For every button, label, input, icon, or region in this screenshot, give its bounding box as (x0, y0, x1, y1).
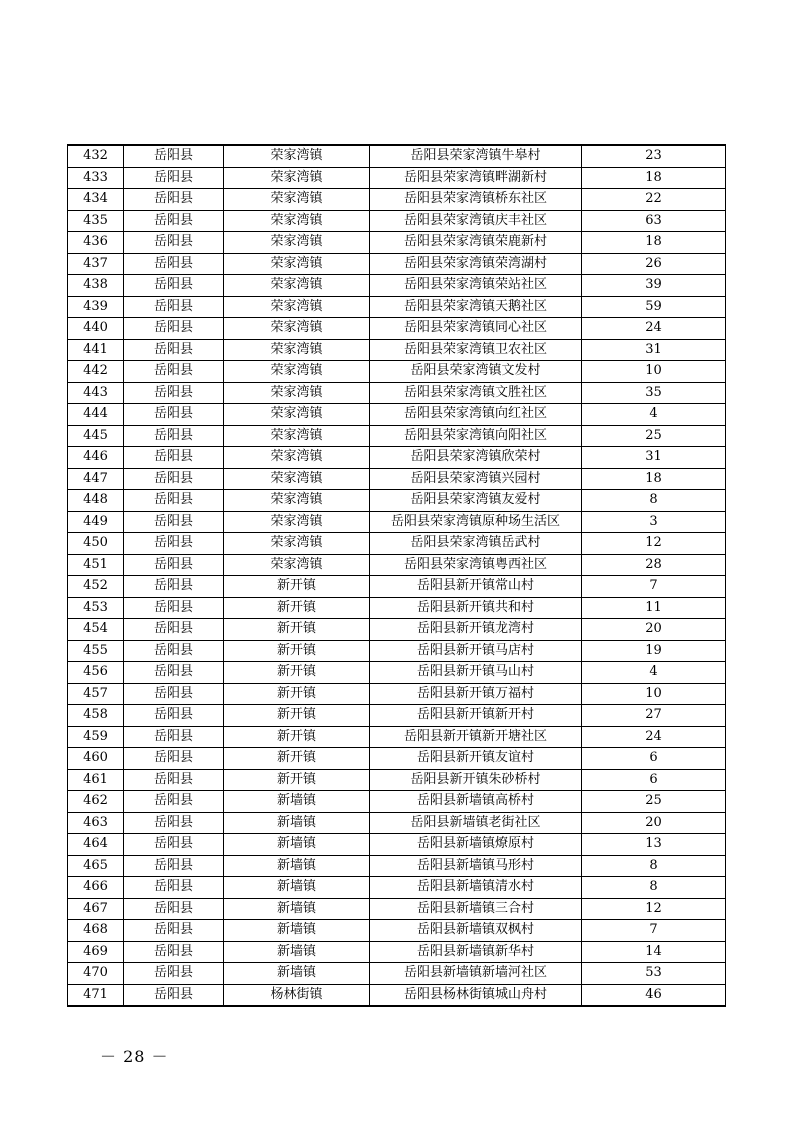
county-cell: 岳阳县 (124, 382, 224, 404)
town-cell: 荣家湾镇 (224, 189, 370, 211)
count-cell: 23 (582, 145, 726, 167)
village-cell: 岳阳县新开镇友谊村 (370, 748, 582, 770)
town-cell: 荣家湾镇 (224, 382, 370, 404)
town-cell: 新开镇 (224, 769, 370, 791)
row-number-cell: 467 (68, 898, 124, 920)
row-number-cell: 448 (68, 490, 124, 512)
table-row (68, 275, 726, 297)
table-row (68, 769, 726, 791)
town-cell: 新开镇 (224, 576, 370, 598)
village-cell: 岳阳县荣家湾镇牛皋村 (370, 145, 582, 167)
county-cell: 岳阳县 (124, 941, 224, 963)
town-cell: 新开镇 (224, 619, 370, 641)
row-number-cell: 457 (68, 683, 124, 705)
village-cell: 岳阳县荣家湾镇原种场生活区 (370, 511, 582, 533)
row-number-cell: 453 (68, 597, 124, 619)
county-cell: 岳阳县 (124, 533, 224, 555)
town-cell: 荣家湾镇 (224, 490, 370, 512)
town-cell: 荣家湾镇 (224, 275, 370, 297)
county-cell: 岳阳县 (124, 447, 224, 469)
table-row (68, 726, 726, 748)
town-cell: 荣家湾镇 (224, 361, 370, 383)
town-cell: 新墙镇 (224, 791, 370, 813)
count-cell: 22 (582, 189, 726, 211)
table-row (68, 554, 726, 576)
count-cell: 10 (582, 361, 726, 383)
row-number-cell: 471 (68, 984, 124, 1006)
town-cell: 新开镇 (224, 726, 370, 748)
row-number-cell: 450 (68, 533, 124, 555)
count-cell: 39 (582, 275, 726, 297)
county-cell: 岳阳县 (124, 920, 224, 942)
town-cell: 新开镇 (224, 683, 370, 705)
count-cell: 3 (582, 511, 726, 533)
count-cell: 35 (582, 382, 726, 404)
row-number-cell: 439 (68, 296, 124, 318)
county-cell: 岳阳县 (124, 511, 224, 533)
town-cell: 荣家湾镇 (224, 511, 370, 533)
town-cell: 荣家湾镇 (224, 253, 370, 275)
count-cell: 20 (582, 812, 726, 834)
village-cell: 岳阳县新墙镇马形村 (370, 855, 582, 877)
town-cell: 新墙镇 (224, 877, 370, 899)
town-cell: 荣家湾镇 (224, 425, 370, 447)
table-row (68, 253, 726, 275)
count-cell: 26 (582, 253, 726, 275)
row-number-cell: 470 (68, 963, 124, 985)
table-body (68, 145, 726, 1006)
count-cell: 63 (582, 210, 726, 232)
data-table (67, 144, 726, 1007)
table-row (68, 920, 726, 942)
row-number-cell: 469 (68, 941, 124, 963)
row-number-cell: 460 (68, 748, 124, 770)
row-number-cell: 441 (68, 339, 124, 361)
row-number-cell: 433 (68, 167, 124, 189)
village-cell: 岳阳县荣家湾镇兴园村 (370, 468, 582, 490)
count-cell: 46 (582, 984, 726, 1006)
row-number-cell: 455 (68, 640, 124, 662)
count-cell: 14 (582, 941, 726, 963)
village-cell: 岳阳县荣家湾镇同心社区 (370, 318, 582, 340)
count-cell: 18 (582, 167, 726, 189)
table-row (68, 425, 726, 447)
county-cell: 岳阳县 (124, 640, 224, 662)
row-number-cell: 438 (68, 275, 124, 297)
row-number-cell: 443 (68, 382, 124, 404)
count-cell: 10 (582, 683, 726, 705)
table-row (68, 318, 726, 340)
town-cell: 新墙镇 (224, 898, 370, 920)
row-number-cell: 461 (68, 769, 124, 791)
town-cell: 荣家湾镇 (224, 296, 370, 318)
town-cell: 荣家湾镇 (224, 447, 370, 469)
county-cell: 岳阳县 (124, 339, 224, 361)
county-cell: 岳阳县 (124, 232, 224, 254)
village-cell: 岳阳县新墙镇新墙河社区 (370, 963, 582, 985)
county-cell: 岳阳县 (124, 662, 224, 684)
town-cell: 新墙镇 (224, 941, 370, 963)
table-row (68, 296, 726, 318)
row-number-cell: 458 (68, 705, 124, 727)
village-cell: 岳阳县新墙镇新华村 (370, 941, 582, 963)
count-cell: 13 (582, 834, 726, 856)
county-cell: 岳阳县 (124, 189, 224, 211)
table-row (68, 812, 726, 834)
county-cell: 岳阳县 (124, 576, 224, 598)
row-number-cell: 452 (68, 576, 124, 598)
count-cell: 6 (582, 748, 726, 770)
table-row (68, 748, 726, 770)
county-cell: 岳阳县 (124, 490, 224, 512)
table-row (68, 877, 726, 899)
count-cell: 25 (582, 425, 726, 447)
table-row (68, 447, 726, 469)
village-cell: 岳阳县新开镇马山村 (370, 662, 582, 684)
county-cell: 岳阳县 (124, 275, 224, 297)
county-cell: 岳阳县 (124, 468, 224, 490)
county-cell: 岳阳县 (124, 963, 224, 985)
row-number-cell: 465 (68, 855, 124, 877)
table-row (68, 683, 726, 705)
village-cell: 岳阳县新墙镇高桥村 (370, 791, 582, 813)
count-cell: 11 (582, 597, 726, 619)
row-number-cell: 444 (68, 404, 124, 426)
row-number-cell: 440 (68, 318, 124, 340)
town-cell: 荣家湾镇 (224, 167, 370, 189)
count-cell: 31 (582, 339, 726, 361)
town-cell: 杨林街镇 (224, 984, 370, 1006)
row-number-cell: 464 (68, 834, 124, 856)
table-row (68, 232, 726, 254)
row-number-cell: 447 (68, 468, 124, 490)
count-cell: 20 (582, 619, 726, 641)
town-cell: 荣家湾镇 (224, 145, 370, 167)
county-cell: 岳阳县 (124, 748, 224, 770)
count-cell: 12 (582, 898, 726, 920)
village-cell: 岳阳县新墙镇燎原村 (370, 834, 582, 856)
row-number-cell: 454 (68, 619, 124, 641)
village-cell: 岳阳县新墙镇老街社区 (370, 812, 582, 834)
county-cell: 岳阳县 (124, 145, 224, 167)
county-cell: 岳阳县 (124, 425, 224, 447)
village-cell: 岳阳县荣家湾镇桥东社区 (370, 189, 582, 211)
village-cell: 岳阳县荣家湾镇畔湖新村 (370, 167, 582, 189)
village-cell: 岳阳县新开镇万福村 (370, 683, 582, 705)
village-cell: 岳阳县荣家湾镇荣站社区 (370, 275, 582, 297)
row-number-cell: 463 (68, 812, 124, 834)
county-cell: 岳阳县 (124, 726, 224, 748)
county-cell: 岳阳县 (124, 167, 224, 189)
village-cell: 岳阳县荣家湾镇友爱村 (370, 490, 582, 512)
count-cell: 8 (582, 855, 726, 877)
county-cell: 岳阳县 (124, 597, 224, 619)
town-cell: 荣家湾镇 (224, 533, 370, 555)
count-cell: 18 (582, 232, 726, 254)
table-row (68, 984, 726, 1006)
row-number-cell: 437 (68, 253, 124, 275)
village-cell: 岳阳县荣家湾镇天鹅社区 (370, 296, 582, 318)
count-cell: 8 (582, 490, 726, 512)
town-cell: 新墙镇 (224, 920, 370, 942)
count-cell: 24 (582, 318, 726, 340)
village-cell: 岳阳县新墙镇清水村 (370, 877, 582, 899)
table-row (68, 640, 726, 662)
table-row (68, 210, 726, 232)
village-cell: 岳阳县新墙镇三合村 (370, 898, 582, 920)
table-row (68, 339, 726, 361)
table-row (68, 705, 726, 727)
table-row (68, 167, 726, 189)
county-cell: 岳阳县 (124, 361, 224, 383)
count-cell: 7 (582, 576, 726, 598)
town-cell: 荣家湾镇 (224, 339, 370, 361)
page-number: － 28 － (100, 1047, 169, 1066)
row-number-cell: 459 (68, 726, 124, 748)
town-cell: 新墙镇 (224, 834, 370, 856)
county-cell: 岳阳县 (124, 210, 224, 232)
table-row (68, 404, 726, 426)
county-cell: 岳阳县 (124, 791, 224, 813)
count-cell: 53 (582, 963, 726, 985)
town-cell: 荣家湾镇 (224, 232, 370, 254)
village-cell: 岳阳县荣家湾镇荣湾湖村 (370, 253, 582, 275)
row-number-cell: 446 (68, 447, 124, 469)
county-cell: 岳阳县 (124, 812, 224, 834)
row-number-cell: 435 (68, 210, 124, 232)
table-row (68, 511, 726, 533)
town-cell: 新墙镇 (224, 855, 370, 877)
village-cell: 岳阳县新墙镇双枫村 (370, 920, 582, 942)
table-row (68, 941, 726, 963)
town-cell: 新墙镇 (224, 812, 370, 834)
county-cell: 岳阳县 (124, 253, 224, 275)
count-cell: 6 (582, 769, 726, 791)
table-row (68, 898, 726, 920)
town-cell: 新开镇 (224, 662, 370, 684)
count-cell: 28 (582, 554, 726, 576)
village-cell: 岳阳县荣家湾镇向红社区 (370, 404, 582, 426)
row-number-cell: 462 (68, 791, 124, 813)
row-number-cell: 456 (68, 662, 124, 684)
village-cell: 岳阳县荣家湾镇庆丰社区 (370, 210, 582, 232)
town-cell: 荣家湾镇 (224, 554, 370, 576)
town-cell: 荣家湾镇 (224, 210, 370, 232)
table-row (68, 189, 726, 211)
village-cell: 岳阳县荣家湾镇卫农社区 (370, 339, 582, 361)
county-cell: 岳阳县 (124, 619, 224, 641)
county-cell: 岳阳县 (124, 984, 224, 1006)
town-cell: 荣家湾镇 (224, 404, 370, 426)
count-cell: 18 (582, 468, 726, 490)
village-cell: 岳阳县新开镇新开塘社区 (370, 726, 582, 748)
town-cell: 荣家湾镇 (224, 318, 370, 340)
county-cell: 岳阳县 (124, 898, 224, 920)
county-cell: 岳阳县 (124, 554, 224, 576)
county-cell: 岳阳县 (124, 769, 224, 791)
town-cell: 新开镇 (224, 597, 370, 619)
village-cell: 岳阳县荣家湾镇文发村 (370, 361, 582, 383)
row-number-cell: 468 (68, 920, 124, 942)
town-cell: 新开镇 (224, 640, 370, 662)
count-cell: 12 (582, 533, 726, 555)
village-cell: 岳阳县荣家湾镇粤西社区 (370, 554, 582, 576)
table-row (68, 791, 726, 813)
village-cell: 岳阳县荣家湾镇欣荣村 (370, 447, 582, 469)
table-row (68, 662, 726, 684)
row-number-cell: 432 (68, 145, 124, 167)
village-cell: 岳阳县杨林街镇城山舟村 (370, 984, 582, 1006)
table-row (68, 468, 726, 490)
count-cell: 19 (582, 640, 726, 662)
table-row (68, 382, 726, 404)
table-row (68, 963, 726, 985)
row-number-cell: 434 (68, 189, 124, 211)
village-cell: 岳阳县新开镇常山村 (370, 576, 582, 598)
count-cell: 4 (582, 404, 726, 426)
village-cell: 岳阳县新开镇马店村 (370, 640, 582, 662)
town-cell: 新墙镇 (224, 963, 370, 985)
row-number-cell: 442 (68, 361, 124, 383)
village-cell: 岳阳县新开镇新开村 (370, 705, 582, 727)
county-cell: 岳阳县 (124, 877, 224, 899)
town-cell: 荣家湾镇 (224, 468, 370, 490)
table-row (68, 576, 726, 598)
county-cell: 岳阳县 (124, 705, 224, 727)
row-number-cell: 436 (68, 232, 124, 254)
village-cell: 岳阳县新开镇龙湾村 (370, 619, 582, 641)
count-cell: 59 (582, 296, 726, 318)
row-number-cell: 445 (68, 425, 124, 447)
table-row (68, 490, 726, 512)
count-cell: 7 (582, 920, 726, 942)
table-row (68, 855, 726, 877)
county-cell: 岳阳县 (124, 855, 224, 877)
count-cell: 31 (582, 447, 726, 469)
village-cell: 岳阳县荣家湾镇文胜社区 (370, 382, 582, 404)
county-cell: 岳阳县 (124, 683, 224, 705)
table-row (68, 597, 726, 619)
county-cell: 岳阳县 (124, 404, 224, 426)
table-row (68, 361, 726, 383)
village-cell: 岳阳县荣家湾镇岳武村 (370, 533, 582, 555)
village-cell: 岳阳县荣家湾镇向阳社区 (370, 425, 582, 447)
table-row (68, 533, 726, 555)
village-cell: 岳阳县新开镇共和村 (370, 597, 582, 619)
count-cell: 27 (582, 705, 726, 727)
count-cell: 24 (582, 726, 726, 748)
count-cell: 25 (582, 791, 726, 813)
county-cell: 岳阳县 (124, 296, 224, 318)
table-row (68, 834, 726, 856)
count-cell: 4 (582, 662, 726, 684)
row-number-cell: 449 (68, 511, 124, 533)
row-number-cell: 451 (68, 554, 124, 576)
count-cell: 8 (582, 877, 726, 899)
table-row (68, 145, 726, 167)
village-cell: 岳阳县新开镇朱砂桥村 (370, 769, 582, 791)
town-cell: 新开镇 (224, 705, 370, 727)
table-row (68, 619, 726, 641)
row-number-cell: 466 (68, 877, 124, 899)
town-cell: 新开镇 (224, 748, 370, 770)
village-cell: 岳阳县荣家湾镇荣鹿新村 (370, 232, 582, 254)
county-cell: 岳阳县 (124, 834, 224, 856)
county-cell: 岳阳县 (124, 318, 224, 340)
